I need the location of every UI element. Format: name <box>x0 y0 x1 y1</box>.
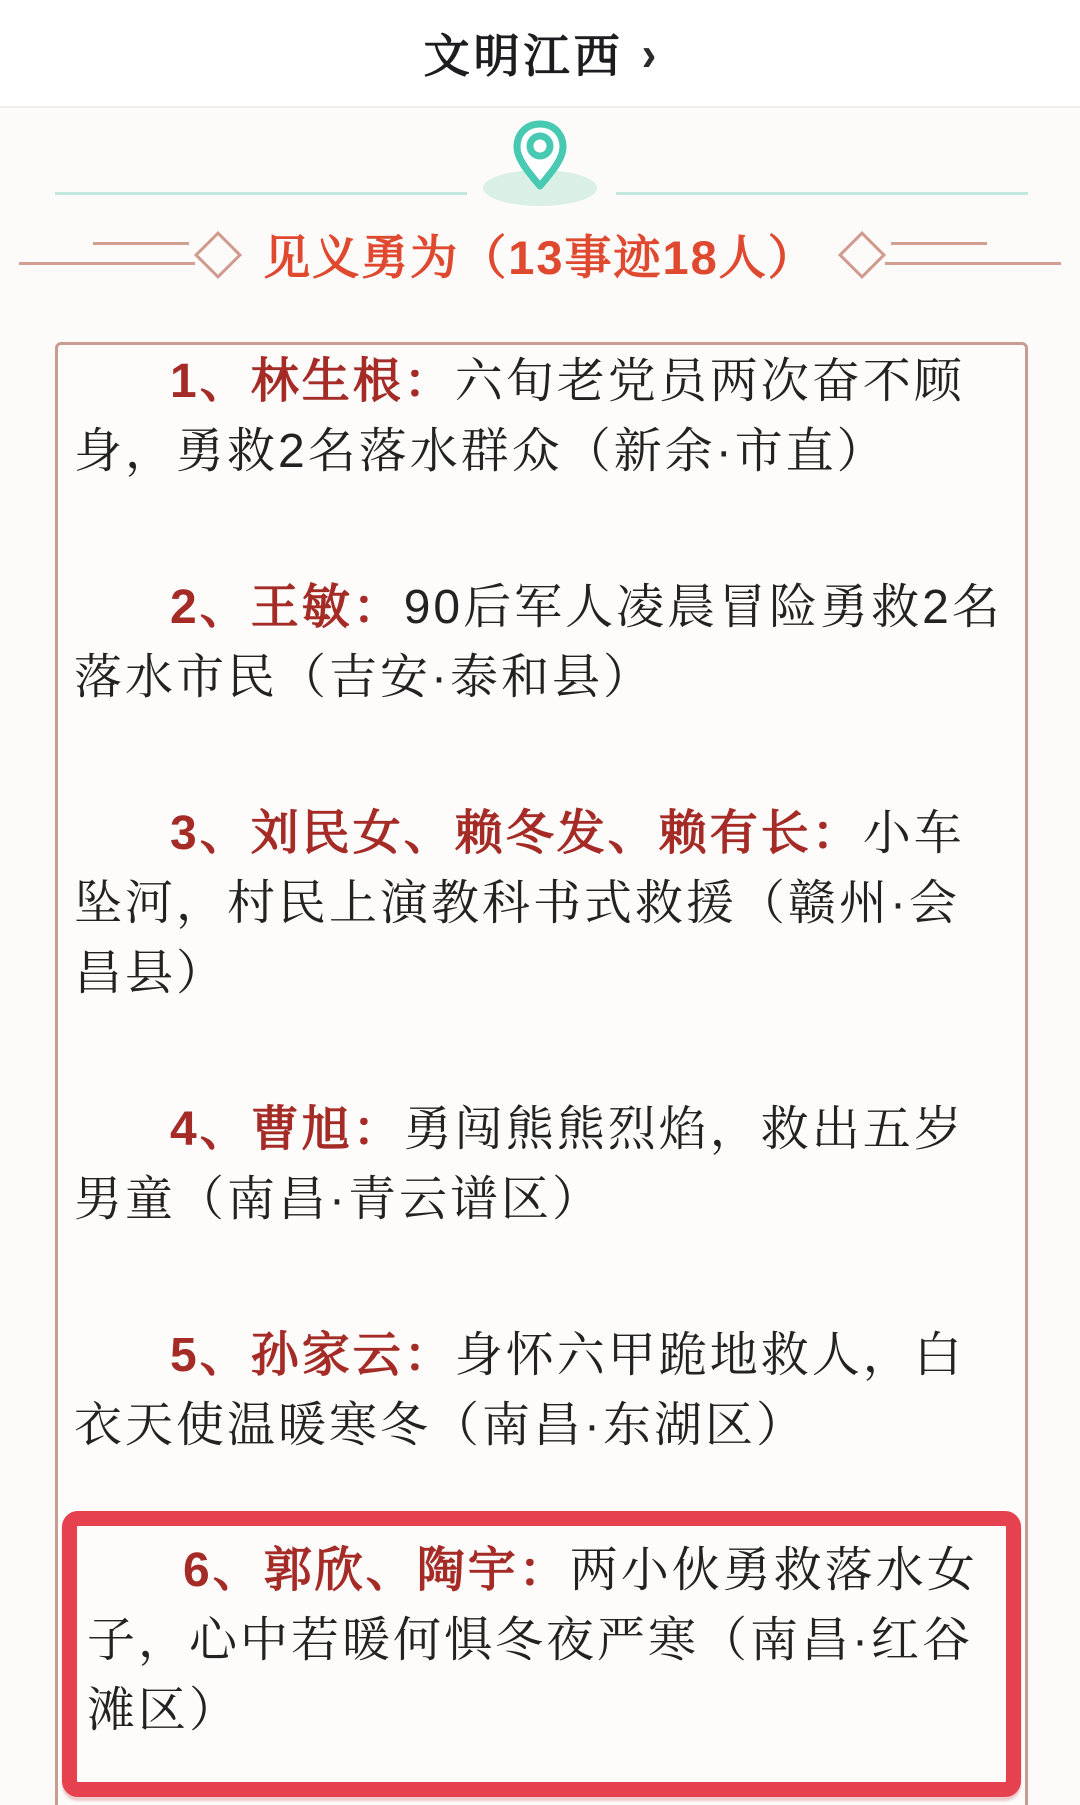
list-item-2 <box>74 573 1009 713</box>
deeds-list-box <box>55 342 1028 1805</box>
item-3-name: 3、刘民女、赖冬发、赖有长： <box>170 807 863 860</box>
highlight-box <box>62 1511 1021 1797</box>
section-title: 见义勇为（13事迹18人） <box>263 230 817 284</box>
item-1-name: 1、林生根： <box>170 355 455 408</box>
item-4-text: 勇闯熊熊烈焰，救出五岁男童（南昌·青云谱区） <box>74 1103 965 1226</box>
location-pin-icon <box>513 120 567 197</box>
list-item-1 <box>74 347 1009 487</box>
left-ornament-icon <box>0 230 237 278</box>
list-item-6 <box>87 1536 998 1746</box>
item-3-text: 小车坠河，村民上演教科书式救援（赣州·会昌县） <box>74 807 965 1000</box>
right-ornament-icon <box>843 230 1080 278</box>
item-1-text: 六旬老党员两次奋不顾身，勇救2名落水群众（新余·市直） <box>74 355 965 478</box>
list-item-4 <box>74 1095 1009 1235</box>
account-name[interactable]: 文明江西 <box>423 30 624 82</box>
list-item-3 <box>74 799 1009 1009</box>
item-5-name: 5、孙家云： <box>170 1329 455 1382</box>
section-header <box>0 226 1080 282</box>
item-4-name: 4、曹旭： <box>170 1103 404 1156</box>
item-2-name: 2、王敏： <box>170 581 404 634</box>
item-5-text: 身怀六甲跪地救人，白衣天使温暖寒冬（南昌·东湖区） <box>74 1329 965 1452</box>
item-6-text: 两小伙勇救落水女子，心中若暖何惧冬夜严寒（南昌·红谷滩区） <box>87 1544 978 1737</box>
item-2-text: 90后军人凌晨冒险勇救2名落水市民（吉安·泰和县） <box>74 581 1003 704</box>
pin-divider <box>0 108 1080 222</box>
divider-line-left <box>55 192 467 195</box>
list-item-5 <box>74 1321 1009 1461</box>
chevron-right-icon[interactable]: › <box>641 27 657 82</box>
divider-line-right <box>616 192 1028 195</box>
account-header[interactable] <box>0 0 1080 108</box>
item-6-name: 6、郭欣、陶宇： <box>183 1544 570 1597</box>
